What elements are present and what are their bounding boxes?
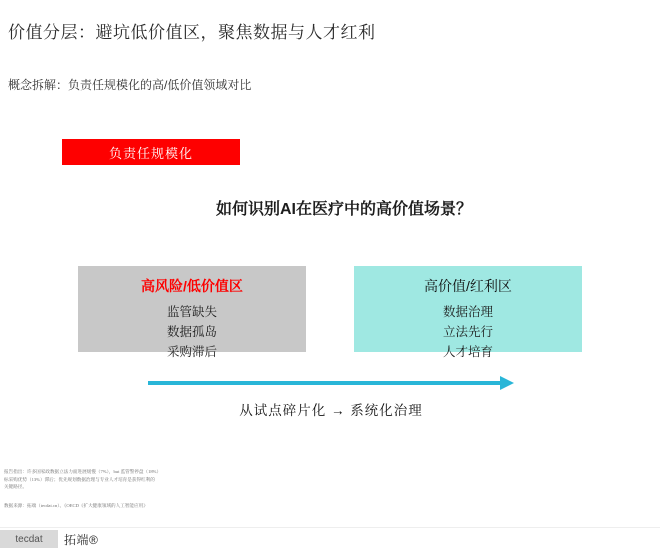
panel-low-value bbox=[78, 266, 306, 359]
footnote-line: 关键路径。 bbox=[4, 484, 27, 490]
panel-low-value-item: 数据孤岛 bbox=[166, 325, 217, 339]
panel-low-value-item: 监管缺失 bbox=[166, 305, 217, 319]
brand-name: 拓端® bbox=[64, 532, 99, 547]
panel-high-value-item: 数据治理 bbox=[442, 305, 493, 319]
footnote-line: 标采购优势（13%）滞后；优先规划数据治理与专业人才培育是获得红利的 bbox=[4, 476, 155, 482]
panel-high-value-item: 人才培育 bbox=[442, 345, 493, 359]
panel-high-value-title: 高价值/红利区 bbox=[424, 278, 512, 294]
brand-logo: tecdat bbox=[0, 530, 58, 548]
question-heading: 如何识别AI在医疗中的高价值场景？ bbox=[215, 201, 472, 218]
comparison-panels bbox=[78, 266, 582, 359]
brand-bar bbox=[0, 527, 660, 550]
footnote-source: 数据来源：拓端（tecdat.cn）、《OECD《扩大健康领域的人工智能应用》 bbox=[4, 503, 148, 508]
brand-block bbox=[0, 529, 98, 549]
panel-high-value-item: 立法先行 bbox=[442, 325, 493, 339]
footnotes bbox=[4, 468, 504, 491]
arrow-head bbox=[500, 376, 514, 390]
arrow-caption: 从试点碎片化 → 系统化治理 bbox=[239, 403, 423, 418]
panel-high-value bbox=[354, 266, 582, 359]
arrow-line bbox=[148, 381, 500, 385]
page-subtitle: 概念拆解：负责任规模化的高/低价值领域对比 bbox=[8, 78, 252, 92]
panel-low-value-item: 采购滞后 bbox=[166, 345, 217, 359]
red-tag-badge: 负责任规模化 bbox=[62, 139, 240, 165]
footnote-line: 报告指出：许多国家政数据立法力面进展缓慢（7%），but 监管警停盘（18%） bbox=[4, 469, 162, 474]
page-title: 价值分层：避坑低价值区，聚焦数据与人才红利 bbox=[8, 23, 376, 42]
transition-arrow-icon bbox=[148, 376, 514, 390]
panel-low-value-title: 高风险/低价值区 bbox=[141, 278, 243, 294]
